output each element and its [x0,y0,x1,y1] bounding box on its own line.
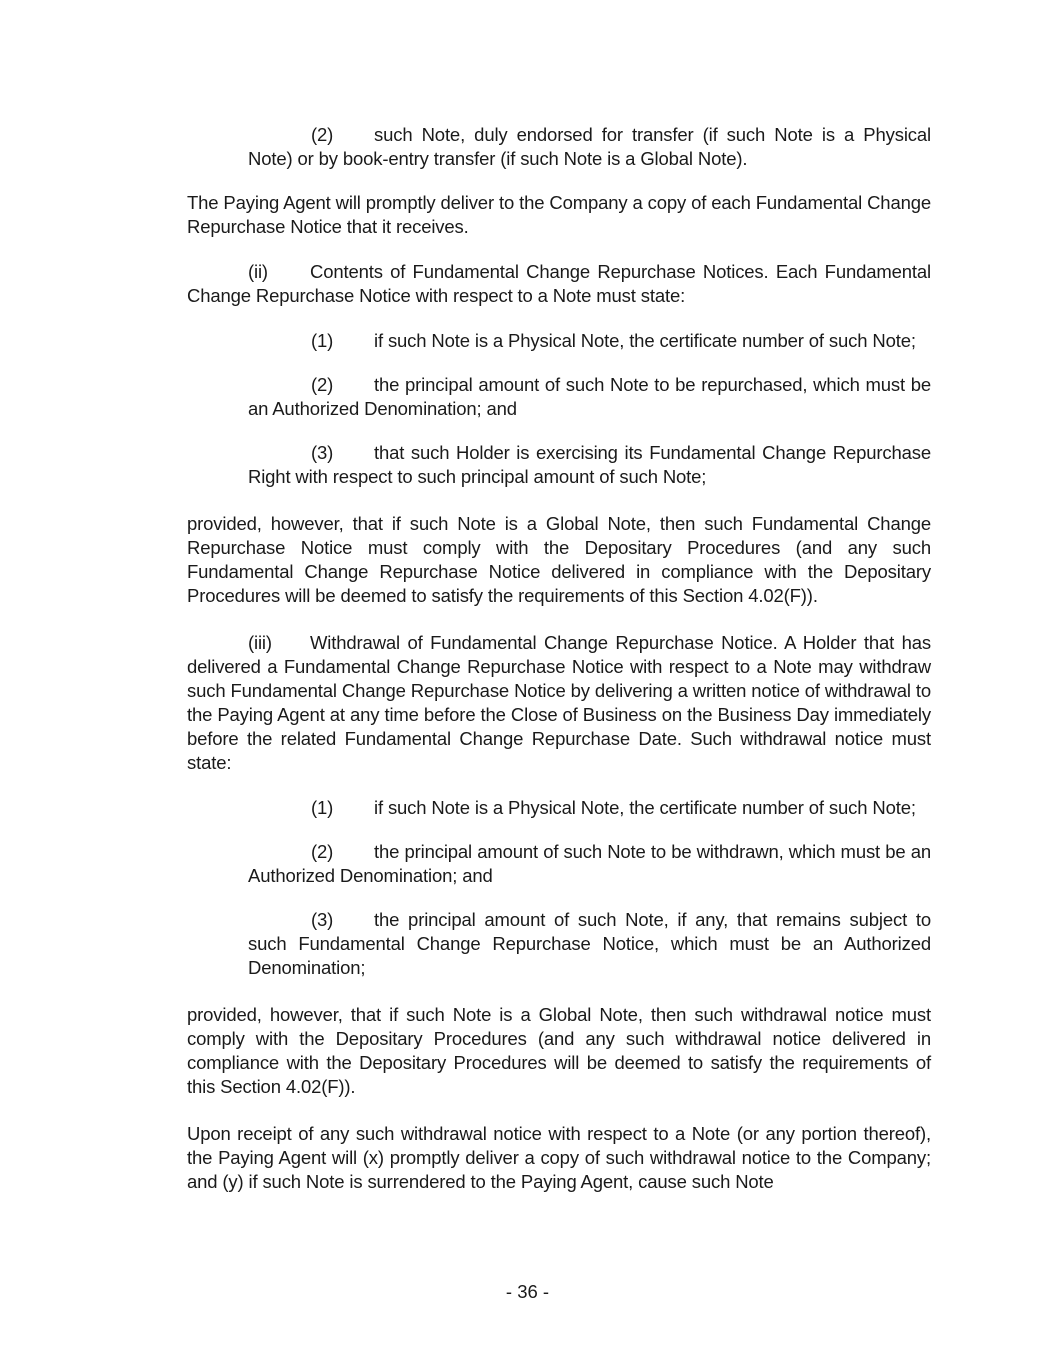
subsection-number: (ii) [248,261,268,282]
item-text: the principal amount of such Note to be repurchased, which must be an Authorized Denomination; and [248,374,931,419]
item-text: the principal amount of such Note to be withdrawn, which must be an Authorized Denomination; and [248,841,931,886]
item-text: the principal amount of such Note, if any, that remains subject to such Fundamental Change Repurchase Notice, which must be an Authorized Denomination; [248,909,931,978]
item-number: (1) [311,330,334,351]
subsection-number: (iii) [248,632,272,653]
list-item [248,329,931,353]
item-text: if such Note is a Physical Note, the certificate number of such Note; [374,797,916,818]
list-item [248,123,931,171]
item-number: (3) [311,909,334,930]
item-number: (3) [311,442,334,463]
item-number: (2) [311,124,334,145]
list-item [248,796,931,820]
item-text: if such Note is a Physical Note, the certificate number of such Note; [374,330,916,351]
subsection-text: Withdrawal of Fundamental Change Repurchase Notice. A Holder that has delivered a Fundamental Change Repurchase Notice with respect to a Note may withdraw such Fundamental Change Repurchase Notice by delivering a written notice of withdrawal to the Paying Agent at any time before the Close of Business on the Business Day immediately before the related Fundamental Change Repurchase Date. Such withdrawal notice must state: [187,632,931,773]
document-body [187,123,931,1194]
page-number: - 36 - [505,1281,550,1302]
list-item [248,908,931,980]
body-paragraph: The Paying Agent will promptly deliver to the Company a copy of each Fundamental Change Repurchase Notice that it receives. [187,192,931,237]
item-number: (1) [311,797,334,818]
item-text: such Note, duly endorsed for transfer (if such Note is a Physical Note) or by book-entry transfer (if such Note is a Global Note). [248,124,931,169]
list-item [248,373,931,421]
subsection-text: Contents of Fundamental Change Repurchase Notices. Each Fundamental Change Repurchase Notice with respect to a Note must state: [187,261,931,306]
subsection-heading [187,631,931,775]
body-paragraph: provided, however, that if such Note is a Global Note, then such withdrawal notice must comply with the Depositary Procedures (and any such withdrawal notice delivered in compliance with the Depositary Procedures will be deemed to satisfy the requirements of this Section 4.02(F)). [187,1004,931,1097]
item-text: that such Holder is exercising its Fundamental Change Repurchase Right with respect to such principal amount of such Note; [248,442,931,487]
item-number: (2) [311,374,334,395]
list-item [248,441,931,489]
subsection-heading [187,260,931,308]
list-item [248,840,931,888]
body-paragraph: Upon receipt of any such withdrawal notice with respect to a Note (or any portion thereof), the Paying Agent will (x) promptly deliver a copy of such withdrawal notice to the Company; and (y) if such Note is surrendered to the Paying Agent, cause such Note [187,1123,931,1192]
item-number: (2) [311,841,334,862]
body-paragraph: provided, however, that if such Note is a Global Note, then such Fundamental Change Repurchase Notice must comply with the Depositary Procedures (and any such Fundamental Change Repurchase Notice delivered in compliance with the Depositary Procedures will be deemed to satisfy the requirements of this Section 4.02(F)). [187,513,931,606]
